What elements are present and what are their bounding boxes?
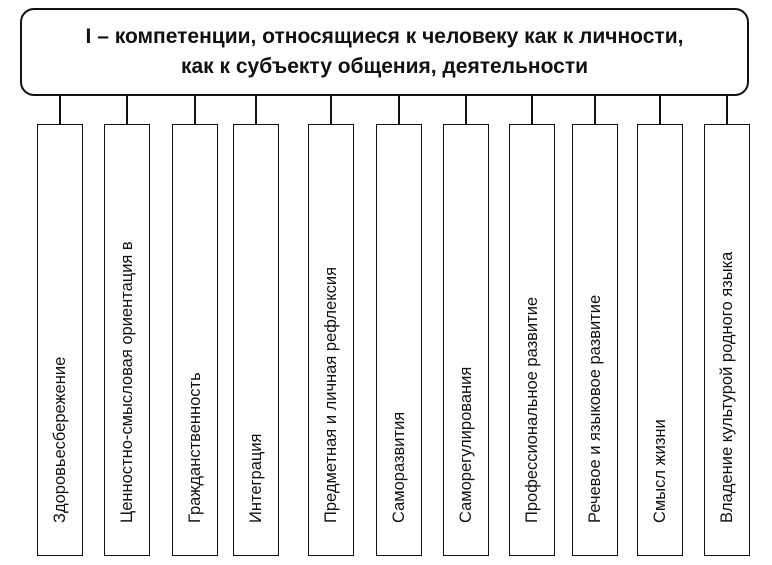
competency-label: Речевое и языковое развитие [586,294,604,523]
competency-label: Саморазвития [390,411,408,523]
competency-box [308,124,354,556]
competency-box [704,124,750,556]
competency-box [572,124,618,556]
column-connector-line [59,96,61,124]
column-connector-line [594,96,596,124]
competency-box [376,124,422,556]
competency-box [443,124,489,556]
column-connector-line [726,96,728,124]
column-connector-line [126,96,128,124]
competency-box [172,124,218,556]
column-connector-line [194,96,196,124]
competency-label: Предметная и личная рефлексия [322,266,340,523]
competency-label: Ценностно-смысловая ориентация в [118,241,136,523]
competency-label: Профессиональное развитие [523,296,541,523]
competency-label: Саморегулирования [457,366,475,523]
competency-box [637,124,683,556]
column-connector-line [398,96,400,124]
competency-box [233,124,279,556]
column-connector-line [465,96,467,124]
column-connector-line [330,96,332,124]
competency-label: Интеграция [247,433,265,523]
column-connector-line [531,96,533,124]
header-title: I – компетенции, относящиеся к человеку как к личности, как к субъекту общения, деятельности [85,25,684,78]
competency-label: Здоровьесбережение [51,356,69,523]
competency-box [104,124,150,556]
column-connector-line [255,96,257,124]
column-connector-line [659,96,661,124]
competency-label: Гражданственность [186,372,204,523]
competency-label: Смысл жизни [651,419,669,523]
competency-box [37,124,83,556]
competency-label: Владение культурой родного языка [718,251,736,523]
competency-box [509,124,555,556]
